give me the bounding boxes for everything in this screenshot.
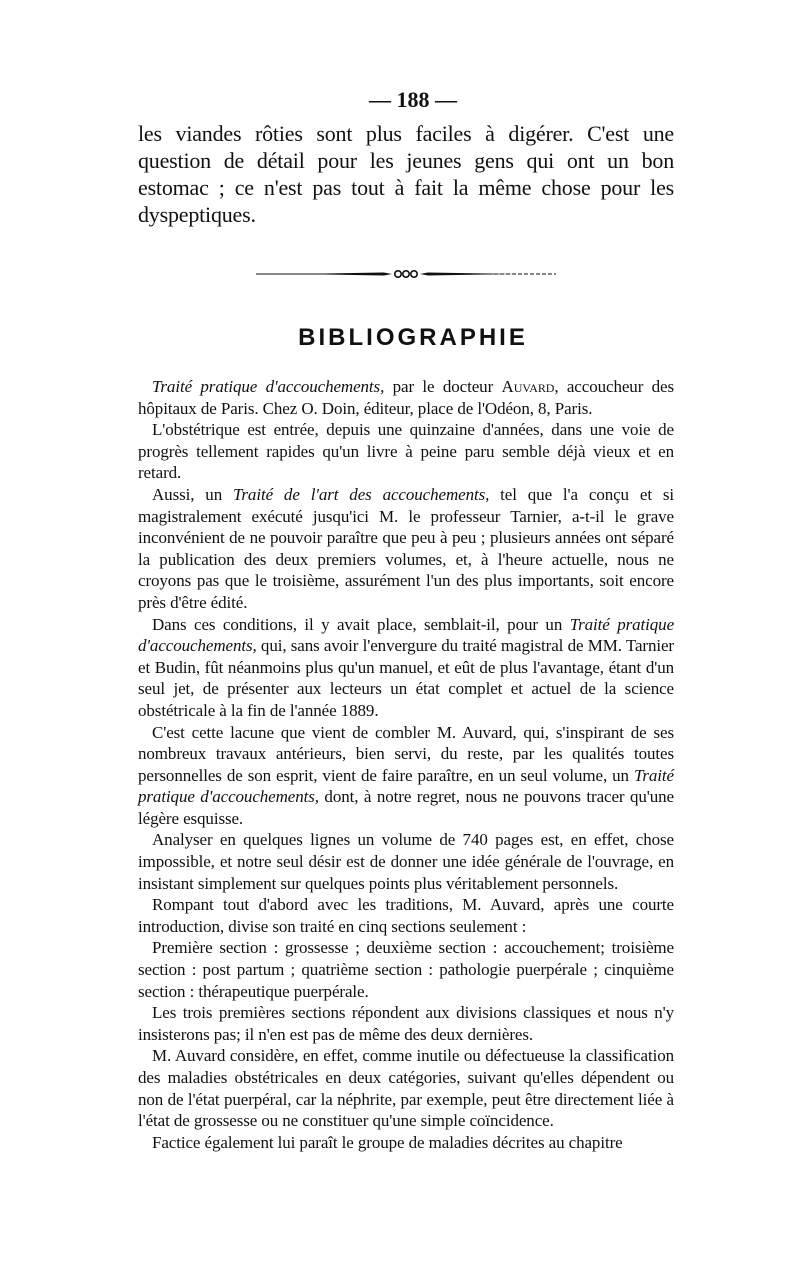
paragraph: M. Auvard considère, en effet, comme inutile ou défectueuse la classification des maladies obstétricales en deux catégories, suivant qu'elles dépendent ou non de l'état puerpéral, car la néphrite, par exemple, peut être directement liée à l'état de grossesse ou ne constituer qu'une simple coïncidence.	[138, 1046, 674, 1131]
paragraph-text: C'est cette lacune que vient de combler M. Auvard, qui, s'inspirant de ses nombreux travaux antérieurs, bien servi, du reste, par les qualités toutes personnelles de son esprit, vient de faire paraître, en un seul volume, un	[138, 722, 674, 785]
section-heading: BIBLIOGRAPHIE	[298, 324, 528, 351]
paragraph: Factice également lui paraît le groupe de maladies décrites au chapitre	[152, 1132, 623, 1152]
author-name: Auvard	[501, 377, 555, 396]
lead-paragraph: les viandes rôties sont plus faciles à digérer. C'est une question de détail pour les jeunes gens qui ont un bon estomac ; ce n'est pas tout à fait la même chose pour les dyspeptiques.	[138, 121, 674, 227]
citation-paragraph	[138, 376, 674, 419]
paragraph	[138, 614, 674, 722]
book-title: Traité pratique d'accouchements,	[138, 765, 674, 807]
citation-text: par le docteur	[384, 377, 502, 396]
paragraph	[138, 722, 674, 830]
article-body	[138, 376, 674, 1153]
book-title: Traité pratique d'accouchements,	[152, 377, 385, 396]
paragraph-text: Dans ces conditions, il y avait place, semblait-il, pour un	[152, 614, 570, 634]
page-number: — 188 —	[369, 87, 457, 112]
paragraph: Rompant tout d'abord avec les traditions, M. Auvard, après une courte introduction, divise son traité en cinq sections seulement :	[138, 895, 674, 936]
paragraph: Les trois premières sections répondent aux divisions classiques et nous n'y insisterons pas; il n'en est pas de même des deux dernières.	[138, 1003, 674, 1044]
book-title: Traité pratique d'accouchements,	[138, 614, 675, 656]
paragraph: L'obstétrique est entrée, depuis une quinzaine d'années, dans une voie de progrès tellement rapides qu'un livre à peine paru semble déjà vieux et en retard.	[138, 420, 674, 483]
citation-text: , accoucheur des hôpitaux de Paris. Chez O. Doin, éditeur, place de l'Odéon, 8, Paris.	[138, 377, 674, 418]
paragraph-text: Aussi, un	[152, 484, 233, 504]
book-title: Traité de l'art des accouchements,	[233, 484, 490, 504]
paragraph-text: tel que l'a conçu et si magistralement exécuté jusqu'ici M. le professeur Tarnier, a-t-il le grave inconvénient de ne pouvoir paraître que peu à peu ; plusieurs années ont séparé la publication des deux premiers volumes, et, à l'heure actuelle, nous ne croyons pas que le troisième, assurément l'un des plus importants, soit encore près d'être édité.	[138, 484, 674, 612]
paragraph-text: qui, sans avoir l'envergure du traité magistral de MM. Tarnier et Budin, fût néanmoins plus qu'un manuel, et eût de plus l'avantage, étant d'un seul jet, de présenter aux lecteurs un état complet et actuel de la science obstétricale à la fin de l'année 1889.	[138, 636, 674, 720]
paragraph: Analyser en quelques lignes un volume de 740 pages est, en effet, chose impossible, et notre seul désir est de donner une idée générale de l'ouvrage, en insistant simplement sur quelques points plus véritablement personnels.	[138, 830, 674, 893]
ornament-divider-icon	[256, 268, 556, 280]
paragraph	[138, 484, 674, 614]
paragraph-text: dont, à notre regret, nous ne pouvons tracer qu'une légère esquisse.	[138, 787, 674, 828]
paragraph: Première section : grossesse ; deuxième section : accouchement; troisième section : post partum ; quatrième section : pathologie puerpérale ; cinquième section : thérapeutique puerpérale.	[138, 938, 674, 1001]
